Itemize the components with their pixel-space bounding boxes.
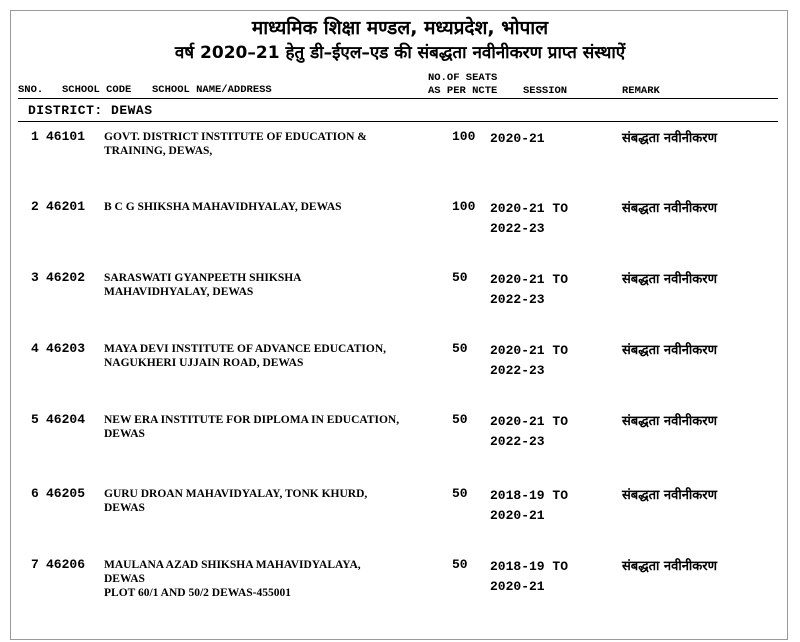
row-school-code: 46201 [46,199,86,214]
row-school-name [104,130,449,158]
table-row [0,270,800,340]
col-header-remark: REMARK [622,85,660,97]
row-sno: 7 [31,557,39,572]
row-school-name-line2: DEWAS [104,428,145,440]
row-sno: 5 [31,412,39,427]
header-rule [18,98,778,99]
page-subtitle: वर्ष 2020–21 हेतु डी–ईएल–एड की संबद्धता नवीनीकरण प्राप्त संस्थाऐं [174,43,626,63]
row-school-code: 46203 [46,341,86,356]
row-school-name [104,487,449,515]
table-row [0,412,800,482]
row-school-name-line2: MAHAVIDHYALAY, DEWAS [104,286,254,298]
row-school-name-line2: TRAINING, DEWAS, [104,145,213,157]
row-school-name-line1: GOVT. DISTRICT INSTITUTE OF EDUCATION & [104,131,367,143]
row-remark: संबद्धता नवीनीकरण [622,201,717,216]
col-header-sno: SNO. [18,84,44,96]
row-school-name [104,558,449,600]
row-school-name [104,271,449,299]
row-remark: संबद्धता नवीनीकरण [622,414,717,429]
row-school-name-line2: DEWAS [104,502,145,514]
row-session [490,199,568,239]
row-school-name [104,200,449,214]
row-school-name-line1: B C G SHIKSHA MAHAVIDHYALAY, DEWAS [104,201,342,213]
col-header-session: SESSION [523,85,568,97]
table-row [0,199,800,269]
district-label: DISTRICT: DEWAS [28,103,153,118]
row-session-line1: 2020-21 TO [490,343,569,358]
row-remark: संबद्धता नवीनीकरण [622,131,717,146]
row-sno: 4 [31,341,39,356]
row-session-line2: 2022-23 [490,292,545,307]
row-sno: 1 [31,129,39,144]
row-remark: संबद्धता नवीनीकरण [622,343,717,358]
district-rule [18,121,778,122]
row-school-code: 46101 [46,129,86,144]
table-row [0,341,800,411]
page-title: माध्यमिक शिक्षा मण्डल, मध्यप्रदेश, भोपाल [251,17,549,39]
row-remark: संबद्धता नवीनीकरण [622,272,717,287]
row-session [490,129,545,149]
row-session-line2: 2022-23 [490,221,545,236]
row-session [490,341,568,381]
row-school-code: 46204 [46,412,86,427]
row-session [490,412,568,452]
row-school-name [104,413,449,441]
col-header-seats-line2: AS PER NCTE [428,85,498,97]
table-row [0,129,800,199]
row-remark: संबद्धता नवीनीकरण [622,488,717,503]
row-session-line2: 2020-21 [490,508,545,523]
row-session-line2: 2020-21 [490,579,545,594]
row-session [490,270,568,310]
row-session-line1: 2018-19 TO [490,488,569,503]
row-school-name-line1: MAYA DEVI INSTITUTE OF ADVANCE EDUCATION, [104,343,387,355]
row-session-line1: 2020-21 [490,131,545,146]
row-seats: 50 [452,486,468,501]
row-seats: 50 [452,412,468,427]
row-school-name-line1: NEW ERA INSTITUTE FOR DIPLOMA IN EDUCATION, [104,414,400,426]
row-session-line1: 2020-21 TO [490,201,569,216]
row-school-code: 46206 [46,557,86,572]
row-seats: 100 [452,129,476,144]
row-sno: 2 [31,199,39,214]
row-school-code: 46205 [46,486,86,501]
row-seats: 50 [452,341,468,356]
row-session-line1: 2020-21 TO [490,414,569,429]
col-header-school-name: SCHOOL NAME/ADDRESS [152,84,272,96]
row-school-name-line2: NAGUKHERI UJJAIN ROAD, DEWAS [104,357,304,369]
table-row [0,486,800,556]
row-session [490,557,568,597]
row-seats: 100 [452,199,476,214]
row-school-name [104,342,449,370]
row-session-line1: 2018-19 TO [490,559,569,574]
row-school-name-line1: SARASWATI GYANPEETH SHIKSHA [104,272,302,284]
row-school-name-line3: PLOT 60/1 AND 50/2 DEWAS-455001 [104,587,292,599]
row-seats: 50 [452,557,468,572]
col-header-seats-line1: NO.OF SEATS [428,72,498,84]
row-session [490,486,568,526]
col-header-school-code: SCHOOL CODE [62,84,132,96]
row-school-code: 46202 [46,270,86,285]
row-session-line2: 2022-23 [490,434,545,449]
row-seats: 50 [452,270,468,285]
row-school-name-line1: GURU DROAN MAHAVIDYALAY, TONK KHURD, [104,488,368,500]
row-sno: 3 [31,270,39,285]
row-session-line1: 2020-21 TO [490,272,569,287]
row-remark: संबद्धता नवीनीकरण [622,559,717,574]
row-session-line2: 2022-23 [490,363,545,378]
row-school-name-line1: MAULANA AZAD SHIKSHA MAHAVIDYALAYA, [104,559,361,571]
row-sno: 6 [31,486,39,501]
table-row [0,557,800,627]
row-school-name-line2: DEWAS [104,573,145,585]
